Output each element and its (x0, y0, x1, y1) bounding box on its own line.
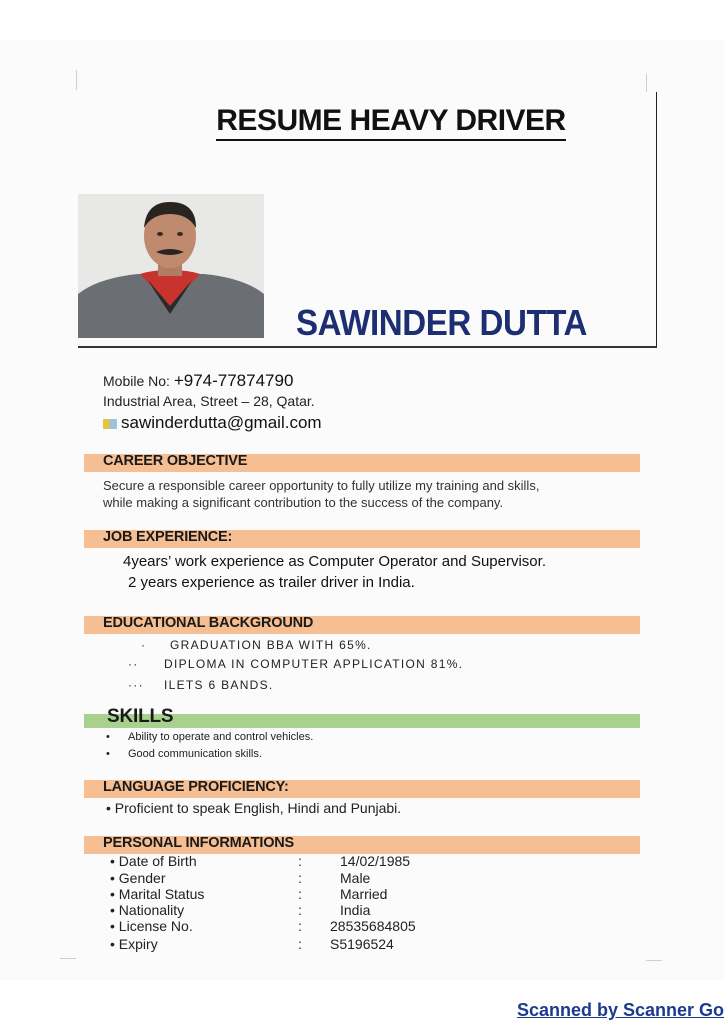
personal-label: • Expiry (110, 936, 158, 952)
personal-label: • Nationality (110, 902, 185, 918)
personal-value: S5196524 (330, 936, 394, 952)
education-bullet: ··· (128, 678, 144, 692)
skill-item: Ability to operate and control vehicles. (128, 731, 314, 743)
personal-separator: : (298, 936, 302, 952)
experience-item: 4years’ work experience as Computer Operator and Supervisor. (123, 553, 546, 570)
personal-separator: : (298, 870, 302, 886)
bullet-icon: • (106, 731, 110, 743)
education-bullet: · (141, 638, 147, 652)
email-value: sawinderdutta@gmail.com (121, 413, 322, 432)
personal-value: Male (340, 870, 371, 886)
language-heading: LANGUAGE PROFICIENCY: (103, 779, 289, 795)
career-heading: CAREER OBJECTIVE (103, 453, 248, 469)
education-bullet: ·· (128, 657, 139, 671)
skills-heading: SKILLS (107, 706, 174, 727)
candidate-name: SAWINDER DUTTA (296, 302, 588, 343)
corner-mark (646, 960, 662, 961)
skill-item: Good communication skills. (128, 748, 262, 760)
scanner-watermark-link[interactable]: Scanned by Scanner Go (516, 1000, 724, 1020)
personal-heading: PERSONAL INFORMATIONS (103, 835, 295, 851)
personal-separator: : (298, 853, 302, 869)
personal-separator: : (298, 902, 302, 918)
experience-item: 2 years experience as trailer driver in India. (128, 574, 415, 591)
contact-email (103, 413, 322, 433)
education-heading: EDUCATIONAL BACKGROUND (103, 615, 314, 631)
email-icon (103, 419, 117, 429)
personal-value: Married (340, 886, 388, 902)
profile-photo (78, 194, 264, 338)
contact-mobile (103, 371, 293, 391)
contact-address: Industrial Area, Street – 28, Qatar. (103, 393, 315, 409)
education-item: ILETS 6 BANDS. (164, 678, 274, 692)
experience-heading: JOB EXPERIENCE: (103, 529, 233, 545)
personal-value: India (340, 902, 371, 918)
header-frame-bottom (78, 346, 657, 348)
personal-label: • Marital Status (110, 886, 205, 902)
corner-mark (60, 958, 76, 959)
personal-separator: : (298, 918, 302, 934)
personal-separator: : (298, 886, 302, 902)
bullet-icon: • (106, 748, 110, 760)
personal-label: • Gender (110, 870, 166, 886)
personal-value: 14/02/1985 (340, 853, 411, 869)
personal-value: 28535684805 (330, 918, 416, 934)
career-line: while making a significant contribution to the success of the company. (103, 495, 504, 510)
corner-mark (76, 70, 77, 90)
mobile-label: Mobile No: (103, 373, 170, 389)
personal-label: • Date of Birth (110, 853, 197, 869)
personal-label: • License No. (110, 918, 193, 934)
language-item: • Proficient to speak English, Hindi and Punjabi. (106, 800, 402, 816)
career-line: Secure a responsible career opportunity to fully utilize my training and skills, (103, 478, 540, 493)
education-item: GRADUATION BBA WITH 65%. (170, 638, 372, 652)
education-item: DIPLOMA IN COMPUTER APPLICATION 81%. (164, 657, 464, 671)
mobile-value: +974-77874790 (173, 371, 294, 390)
document-title: RESUME HEAVY DRIVER (0, 104, 724, 138)
corner-mark (646, 74, 647, 92)
